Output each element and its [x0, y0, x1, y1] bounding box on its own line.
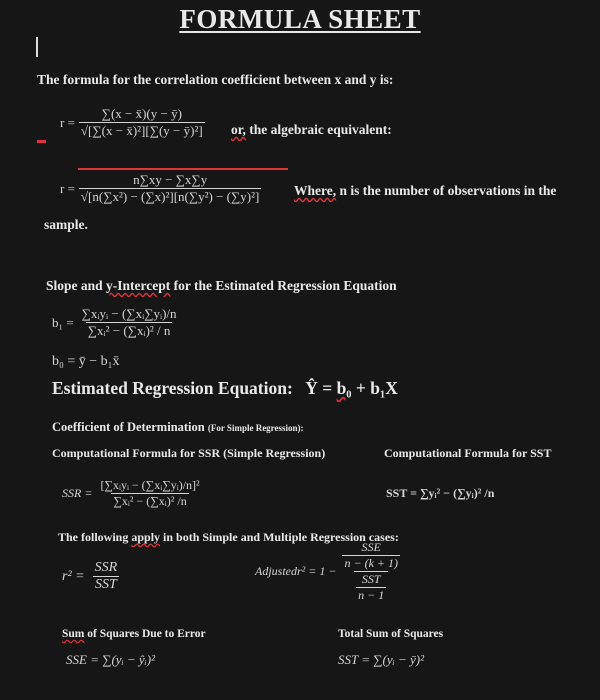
estimated-regression-equation — [52, 378, 398, 399]
regression-heading-post: for the Estimated Regression Equation — [170, 278, 397, 293]
r-squared-formula — [62, 560, 119, 593]
apply-word: apply — [131, 530, 161, 544]
ssr-fraction — [98, 478, 201, 509]
sse-divisor: n − (k + 1) — [344, 556, 398, 570]
sum-word: Sum — [62, 628, 85, 640]
adjusted-label: Adjustedr² = 1 − — [255, 564, 337, 578]
r-label-2: r = — [60, 180, 75, 196]
adjusted-fraction — [340, 540, 402, 603]
slope-fraction — [80, 306, 179, 339]
fraction-denominator: ∑xᵢ² − (∑xᵢ)² / n — [87, 323, 171, 338]
ssr-heading: Computational Formula for SSR (Simple Regression) — [52, 446, 326, 460]
where-continued: sample. — [44, 217, 88, 232]
determination-note: (For Simple Regression): — [207, 423, 304, 433]
correlation-formula-2 — [60, 172, 261, 205]
or-algebraic-text — [231, 122, 392, 138]
or-rest: the algebraic equivalent: — [245, 122, 392, 137]
sse-term: SSE — [361, 540, 381, 554]
both-cases-pre: The following — [58, 530, 132, 544]
adjusted-denominator — [354, 571, 388, 603]
total-sum-of-squares-heading: Total Sum of Squares — [338, 628, 444, 640]
ssr-formula — [62, 478, 202, 509]
correlation-fraction-2 — [79, 172, 261, 205]
red-dash-marker — [37, 140, 46, 143]
regression-heading — [46, 278, 397, 294]
adjusted-r-squared-formula — [255, 540, 402, 603]
r2-fraction — [93, 560, 120, 593]
correlation-fraction-1 — [79, 106, 205, 139]
fraction-denominator: √[n(∑x²) − (∑x)²][n(∑y²) − (∑y)²] — [80, 189, 260, 204]
sst-formula: SST = ∑yᵢ² − (∑yᵢ)² /n — [386, 486, 495, 500]
page-title: FORMULA SHEET — [179, 4, 421, 34]
ssr-label: SSR = — [62, 486, 93, 500]
fraction-denominator: SST — [94, 577, 117, 592]
equation-label: Estimated Regression Equation: — [52, 378, 293, 398]
where-word: Where, — [294, 183, 337, 198]
fraction-numerator: [∑xᵢyᵢ − (∑xᵢ∑yᵢ)/n]² — [100, 478, 200, 492]
total-sst-formula: SST = ∑(yᵢ − ȳ)² — [338, 652, 424, 667]
fraction-denominator: ∑xᵢ² − (∑xᵢ)² /n — [113, 494, 187, 508]
where-rest: n is the number of observations in the — [336, 183, 557, 198]
b1-label: b₁ = — [52, 314, 74, 330]
sst-heading: Computational Formula for SST — [384, 446, 552, 460]
equation-rest: + b₁X — [351, 378, 398, 398]
red-underline — [78, 168, 288, 170]
adjusted-numerator — [340, 540, 402, 571]
sse-heading-rest: of Squares Due to Error — [84, 628, 206, 640]
sst-term: SST — [361, 572, 381, 586]
or-word: or, — [231, 122, 246, 137]
r2-label: r² = — [62, 568, 85, 584]
sse-heading — [62, 628, 206, 640]
intercept-formula: b₀ = ȳ − b₁x̄ — [52, 354, 120, 369]
r-label: r = — [60, 114, 75, 130]
slope-formula — [52, 306, 179, 339]
fraction-numerator: n∑xy − ∑x∑y — [133, 172, 208, 187]
determination-heading — [52, 420, 304, 435]
b0-term: b₀ — [336, 378, 352, 398]
correlation-formula-1 — [60, 106, 205, 139]
correlation-intro: The formula for the correlation coefficient between x and y is: — [37, 72, 394, 87]
y-intercept-word: y-Intercept — [106, 278, 171, 293]
regression-heading-pre: Slope and — [46, 278, 107, 293]
fraction-denominator: √[∑(x − x̄)²][∑(y − ȳ)²] — [80, 123, 203, 138]
fraction-numerator: ∑xᵢyᵢ − (∑xᵢ∑yᵢ)/n — [81, 306, 177, 321]
both-cases-post: in both Simple and Multiple Regression cases: — [160, 530, 399, 544]
determination-title: Coefficient of Determination — [52, 420, 205, 434]
sst-divisor: n − 1 — [358, 588, 385, 602]
y-hat: Ŷ = — [305, 378, 337, 398]
text-cursor — [36, 37, 38, 57]
fraction-numerator: SSR — [94, 560, 118, 575]
where-text — [294, 183, 556, 199]
fraction-numerator: ∑(x − x̄)(y − ȳ) — [101, 106, 182, 121]
sse-formula: SSE = ∑(yᵢ − ŷᵢ)² — [66, 652, 155, 667]
